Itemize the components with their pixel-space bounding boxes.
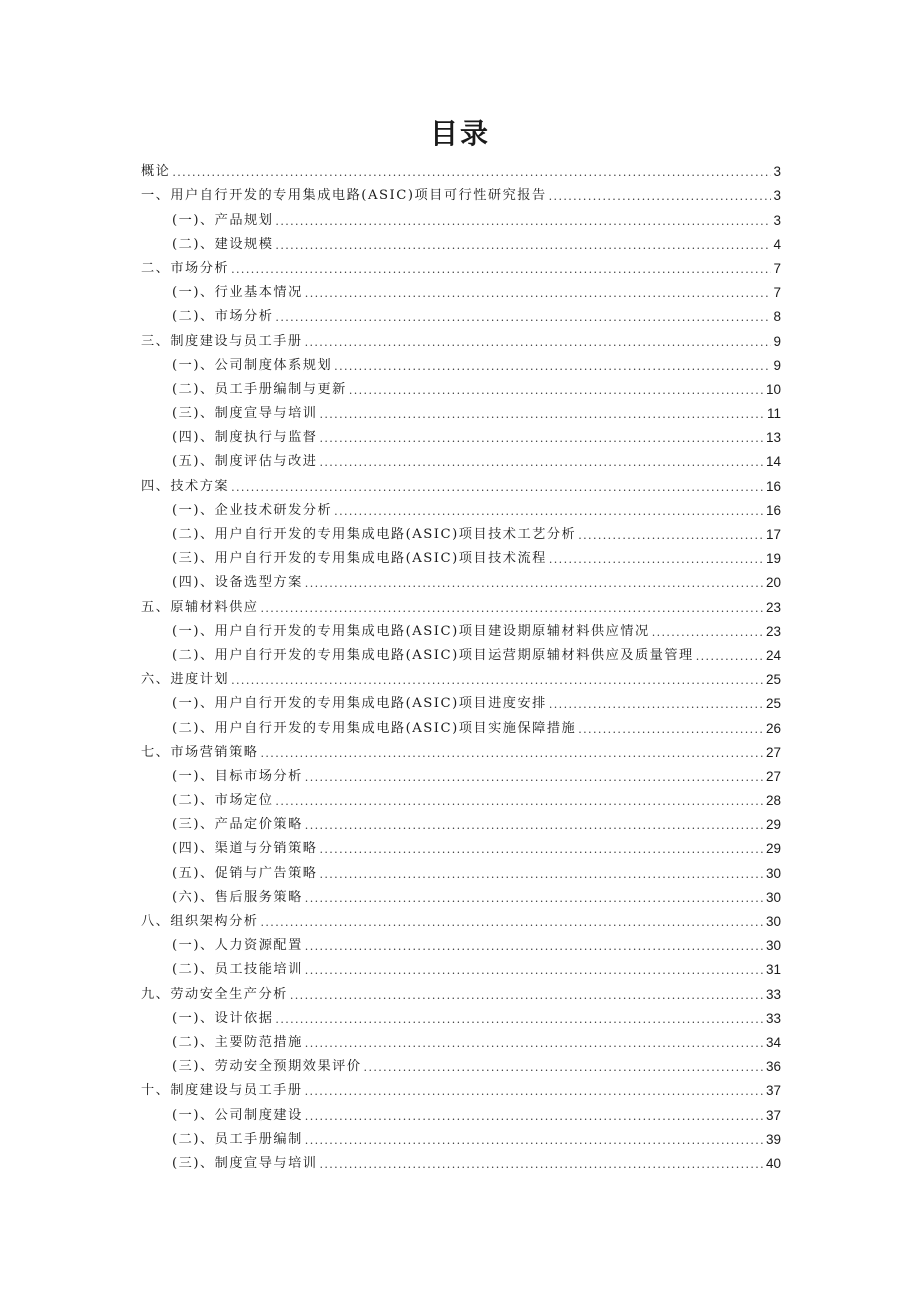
toc-entry-page-number: 10 — [765, 381, 781, 397]
toc-entry-page-number: 24 — [765, 647, 781, 663]
toc-entry-label: (一)、用户自行开发的专用集成电路(ASIC)项目建设期原辅材料供应情况 — [172, 623, 650, 639]
toc-dot-leader — [696, 644, 764, 668]
toc-entry-label: (三)、制度宣导与培训 — [172, 406, 318, 422]
toc-entry[interactable] — [141, 329, 781, 353]
toc-entry-label: (五)、促销与广告策略 — [172, 865, 318, 881]
toc-entry[interactable] — [141, 305, 781, 329]
toc-dot-leader — [275, 209, 771, 233]
toc-dot-leader — [319, 426, 763, 450]
toc-entry-label: 三、制度建设与员工手册 — [141, 333, 303, 349]
toc-dot-leader — [319, 450, 763, 474]
toc-dot-leader — [275, 233, 771, 257]
toc-dot-leader — [231, 257, 771, 281]
toc-entry-page-number: 26 — [765, 720, 781, 736]
toc-entry[interactable] — [141, 813, 781, 837]
toc-dot-leader — [290, 983, 764, 1007]
toc-entry-page-number: 3 — [773, 188, 781, 204]
toc-entry-label: (一)、目标市场分析 — [172, 768, 303, 784]
toc-entry[interactable] — [141, 281, 781, 305]
toc-entry-label: 二、市场分析 — [141, 260, 230, 276]
toc-entry[interactable] — [141, 257, 781, 281]
toc-entry-label: (三)、劳动安全预期效果评价 — [172, 1059, 362, 1075]
toc-dot-leader — [578, 717, 764, 741]
toc-entry[interactable] — [141, 789, 781, 813]
toc-entry[interactable] — [141, 450, 781, 474]
toc-dot-leader — [305, 1128, 764, 1152]
toc-dot-leader — [549, 547, 764, 571]
toc-dot-leader — [305, 330, 772, 354]
toc-entry-page-number: 25 — [765, 696, 781, 712]
toc-entry-label: (三)、用户自行开发的专用集成电路(ASIC)项目技术流程 — [172, 551, 547, 567]
toc-entry-label: (一)、人力资源配置 — [172, 938, 303, 954]
toc-dot-leader — [578, 523, 764, 547]
toc-entry-page-number: 9 — [773, 357, 781, 373]
toc-entry-label: 五、原辅材料供应 — [141, 599, 259, 615]
toc-title: 目录 — [429, 117, 490, 150]
toc-entry-label: (二)、用户自行开发的专用集成电路(ASIC)项目技术工艺分析 — [172, 527, 577, 542]
toc-dot-leader — [275, 1007, 764, 1031]
toc-dot-leader — [305, 934, 764, 958]
toc-entry-page-number: 39 — [765, 1131, 781, 1147]
toc-entry[interactable] — [141, 184, 781, 208]
toc-entry[interactable] — [141, 934, 781, 958]
toc-entry-page-number: 28 — [765, 793, 781, 809]
toc-entry[interactable] — [141, 233, 781, 257]
toc-entry-page-number: 37 — [765, 1107, 781, 1123]
toc-entry[interactable] — [141, 378, 781, 402]
toc-dot-leader — [172, 160, 771, 184]
toc-entry[interactable] — [141, 1079, 781, 1103]
toc-entry[interactable] — [141, 208, 781, 232]
toc-dot-leader — [305, 1079, 764, 1103]
toc-entry-page-number: 30 — [765, 938, 781, 954]
toc-entry[interactable] — [141, 886, 781, 910]
toc-dot-leader — [305, 1031, 764, 1055]
toc-entry-label: (二)、员工技能培训 — [172, 962, 303, 978]
toc-dot-leader — [334, 354, 771, 378]
toc-entry-page-number: 3 — [773, 212, 781, 228]
toc-entry-page-number: 30 — [765, 865, 781, 881]
toc-entry-label: 四、技术方案 — [141, 478, 230, 494]
toc-entry-label: (二)、用户自行开发的专用集成电路(ASIC)项目运营期原辅材料供应及质量管理 — [172, 647, 694, 663]
toc-dot-leader — [319, 862, 763, 886]
toc-entry-page-number: 33 — [765, 1010, 781, 1026]
toc-entry-label: 概论 — [141, 164, 171, 180]
toc-dot-leader — [305, 886, 764, 910]
toc-entry-page-number: 40 — [765, 1155, 781, 1171]
toc-entry-page-number: 3 — [773, 164, 781, 180]
toc-entry-label: (五)、制度评估与改进 — [172, 454, 318, 470]
toc-entry-page-number: 25 — [765, 672, 781, 688]
toc-entry-page-number: 19 — [765, 551, 781, 567]
toc-entry-label: (一)、产品规划 — [172, 212, 274, 228]
toc-entry-page-number: 23 — [765, 623, 781, 639]
toc-entry-label: (一)、企业技术研发分析 — [172, 502, 333, 518]
toc-entry-label: (四)、渠道与分销策略 — [172, 841, 318, 857]
toc-entry-page-number: 16 — [765, 478, 781, 494]
toc-entry[interactable] — [141, 958, 781, 982]
toc-entry[interactable] — [141, 354, 781, 378]
toc-entry-page-number: 20 — [765, 575, 781, 591]
toc-dot-leader — [231, 668, 764, 692]
toc-entry-label: (二)、员工手册编制 — [172, 1131, 303, 1147]
toc-entry-label: (一)、公司制度体系规划 — [172, 357, 333, 373]
toc-entry[interactable] — [141, 474, 781, 498]
toc-entry-label: (四)、制度执行与监督 — [172, 430, 318, 446]
toc-entry[interactable] — [141, 741, 781, 765]
toc-dot-leader — [261, 596, 764, 620]
toc-entry[interactable] — [141, 837, 781, 861]
toc-entry-label: (一)、设计依据 — [172, 1010, 274, 1026]
toc-entry-page-number: 29 — [765, 817, 781, 833]
toc-dot-leader — [275, 789, 764, 813]
toc-entry-page-number: 16 — [765, 502, 781, 518]
toc-dot-leader — [364, 1055, 764, 1079]
toc-list — [141, 160, 781, 1176]
toc-entry[interactable] — [141, 1128, 781, 1152]
toc-entry[interactable] — [141, 402, 781, 426]
toc-entry-page-number: 30 — [765, 889, 781, 905]
toc-entry[interactable] — [141, 620, 781, 644]
toc-entry-label: (二)、主要防范措施 — [172, 1034, 303, 1050]
toc-dot-leader — [261, 741, 764, 765]
toc-entry-label: (二)、建设规模 — [172, 236, 274, 252]
toc-entry[interactable] — [141, 1031, 781, 1055]
toc-entry-page-number: 33 — [765, 986, 781, 1002]
toc-entry-page-number: 8 — [773, 309, 781, 325]
toc-entry-label: 七、市场营销策略 — [141, 744, 259, 760]
toc-entry-page-number: 37 — [765, 1083, 781, 1099]
toc-entry-label: 十、制度建设与员工手册 — [141, 1083, 303, 1099]
toc-entry-page-number: 7 — [773, 260, 781, 276]
toc-entry[interactable] — [141, 861, 781, 885]
toc-entry-label: 八、组织架构分析 — [141, 914, 259, 929]
toc-entry-label: (四)、设备选型方案 — [172, 575, 303, 591]
toc-entry[interactable] — [141, 982, 781, 1006]
toc-entry[interactable] — [141, 499, 781, 523]
toc-entry-label: 九、劳动安全生产分析 — [141, 986, 288, 1002]
toc-entry[interactable] — [141, 1152, 781, 1176]
toc-dot-leader — [305, 1104, 764, 1128]
toc-entry-label: (六)、售后服务策略 — [172, 889, 303, 905]
toc-entry[interactable] — [141, 571, 781, 595]
toc-entry[interactable] — [141, 765, 781, 789]
toc-entry-page-number: 27 — [765, 744, 781, 760]
toc-entry-page-number: 4 — [773, 236, 781, 252]
toc-entry-page-number: 23 — [765, 599, 781, 615]
toc-entry[interactable] — [141, 1007, 781, 1031]
toc-entry-label: 一、用户自行开发的专用集成电路(ASIC)项目可行性研究报告 — [141, 188, 547, 204]
toc-entry-label: 六、进度计划 — [141, 672, 230, 688]
toc-entry-page-number: 27 — [765, 768, 781, 784]
toc-dot-leader — [549, 184, 772, 208]
toc-entry-page-number: 17 — [765, 527, 781, 542]
toc-entry-label: (二)、市场分析 — [172, 309, 274, 325]
toc-dot-leader — [319, 837, 763, 861]
toc-entry[interactable] — [141, 1103, 781, 1127]
toc-dot-leader — [349, 378, 764, 402]
toc-entry[interactable] — [141, 547, 781, 571]
toc-entry[interactable] — [141, 595, 781, 619]
toc-entry-page-number: 7 — [773, 285, 781, 301]
toc-dot-leader — [275, 305, 771, 329]
toc-dot-leader — [231, 475, 764, 499]
toc-entry-label: (一)、行业基本情况 — [172, 285, 303, 301]
toc-dot-leader — [305, 958, 764, 982]
toc-entry-page-number: 30 — [765, 914, 781, 929]
toc-entry-label: (一)、用户自行开发的专用集成电路(ASIC)项目进度安排 — [172, 696, 547, 712]
toc-dot-leader — [305, 765, 764, 789]
toc-dot-leader — [261, 910, 764, 934]
toc-dot-leader — [319, 1152, 763, 1176]
toc-entry[interactable] — [141, 160, 781, 184]
toc-dot-leader — [305, 281, 772, 305]
toc-entry-page-number: 29 — [765, 841, 781, 857]
toc-entry[interactable] — [141, 668, 781, 692]
toc-entry-label: (二)、用户自行开发的专用集成电路(ASIC)项目实施保障措施 — [172, 720, 577, 736]
toc-dot-leader — [319, 402, 765, 426]
toc-dot-leader — [305, 813, 764, 837]
toc-entry[interactable] — [141, 910, 781, 934]
toc-entry-page-number: 9 — [773, 333, 781, 349]
toc-entry-page-number: 31 — [765, 962, 781, 978]
toc-entry-label: (二)、员工手册编制与更新 — [172, 381, 347, 397]
toc-entry-label: (三)、产品定价策略 — [172, 817, 303, 833]
toc-entry-page-number: 34 — [765, 1034, 781, 1050]
toc-entry[interactable] — [141, 523, 781, 547]
toc-dot-leader — [334, 499, 764, 523]
toc-entry-page-number: 13 — [765, 430, 781, 446]
toc-entry[interactable] — [141, 716, 781, 740]
toc-dot-leader — [549, 692, 764, 716]
toc-entry-label: (三)、制度宣导与培训 — [172, 1155, 318, 1171]
toc-entry[interactable] — [141, 644, 781, 668]
toc-entry-label: (二)、市场定位 — [172, 793, 274, 809]
toc-dot-leader — [652, 620, 764, 644]
toc-entry-label: (一)、公司制度建设 — [172, 1107, 303, 1123]
toc-entry[interactable] — [141, 426, 781, 450]
toc-entry-page-number: 36 — [765, 1059, 781, 1075]
toc-entry-page-number: 11 — [766, 406, 781, 422]
toc-entry-page-number: 14 — [765, 454, 781, 470]
toc-dot-leader — [305, 571, 764, 595]
toc-entry[interactable] — [141, 692, 781, 716]
toc-entry[interactable] — [141, 1055, 781, 1079]
